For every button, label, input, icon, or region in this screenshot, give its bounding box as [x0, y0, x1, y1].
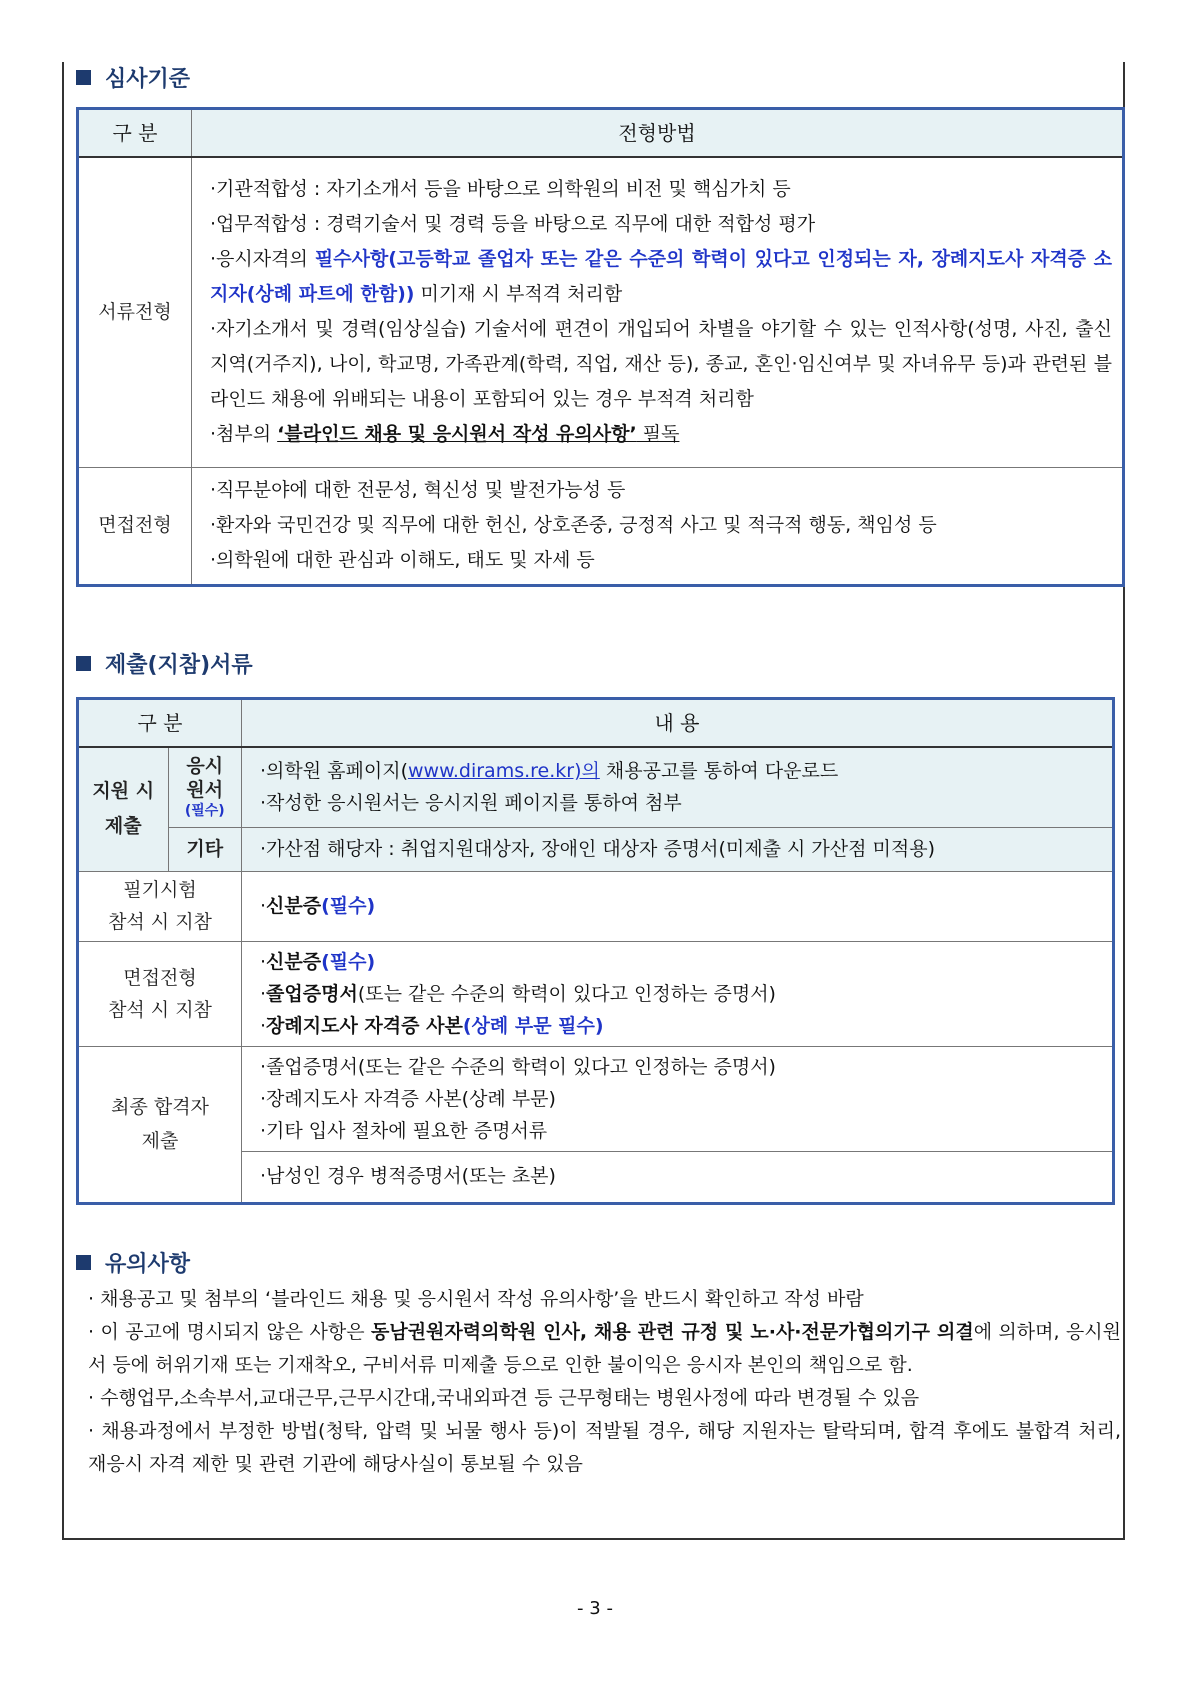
application-form-cell: [242, 747, 1114, 827]
homepage-link[interactable]: www.dirams.re.kr)의: [407, 760, 600, 783]
header-method: 전형방법: [192, 109, 1124, 158]
list-item: ·기타 입사 절차에 필요한 증명서류: [260, 1119, 548, 1142]
section-title-criteria: [76, 62, 190, 93]
note-item: · 수행업무,소속부서,교대근무,근무시간대,국내외파견 등 근무형태는 병원사정에 따라 변경될 수 있음: [88, 1387, 920, 1409]
list-item: ·가산점 해당자 : 취업지원대상자, 장애인 대상자 증명서(미제출 시 가산점 미적용): [260, 837, 935, 860]
section-title-text: 심사기준: [105, 67, 191, 92]
square-bullet-icon: [76, 1255, 91, 1270]
list-item: ·작성한 응시원서는 응시지원 페이지를 통하여 첨부: [260, 792, 682, 815]
final-submit-extra-cell: [242, 1151, 1114, 1203]
application-form-label: 응시 원서 (필수): [168, 747, 241, 827]
interview-screening-cell: [192, 467, 1124, 585]
document-screening-cell: [192, 157, 1124, 467]
written-exam-cell: [242, 871, 1114, 941]
header-category: 구 분: [78, 699, 242, 748]
section-title-text: 유의사항: [105, 1252, 191, 1277]
final-submit-label: 최종 합격자 제출: [78, 1046, 242, 1203]
list-item: ·환자와 국민건강 및 직무에 대한 헌신, 상호존중, 긍정적 사고 및 적극적 행동, 책임성 등: [210, 514, 937, 536]
square-bullet-icon: [76, 656, 91, 671]
note-item: · 채용공고 및 첨부의 ‘블라인드 채용 및 응시원서 작성 유의사항’을 반드시 확인하고 작성 바람: [88, 1288, 864, 1310]
list-item: ·졸업증명서(또는 같은 수준의 학력이 있다고 인정하는 증명서): [260, 982, 776, 1005]
criteria-table: [76, 107, 1125, 587]
list-item: ·기관적합성 : 자기소개서 등을 바탕으로 의학원의 비전 및 핵심가치 등: [210, 178, 791, 201]
other-cell: [242, 827, 1114, 871]
interview-bring-label: 면접전형 참석 시 지참: [78, 941, 242, 1046]
section-title-text: 제출(지참)서류: [105, 653, 253, 678]
documents-table: [76, 697, 1115, 1205]
apply-submit-label: 지원 시 제출: [78, 747, 169, 871]
list-item: ·장례지도사 자격증 사본(상례 부문 필수): [260, 1014, 604, 1037]
list-item: ·의학원에 대한 관심과 이해도, 태도 및 자세 등: [210, 549, 595, 571]
page-number: - 3 -: [577, 1598, 613, 1619]
section-title-documents: [76, 648, 253, 679]
list-item: ·신분증(필수): [260, 950, 376, 973]
header-category: 구 분: [78, 109, 192, 158]
header-content: 내 용: [242, 699, 1114, 748]
square-bullet-icon: [76, 70, 91, 85]
row-category-document: 서류전형: [78, 157, 192, 467]
list-item: ·신분증(필수): [260, 894, 376, 917]
notes-list: [88, 1283, 1121, 1481]
list-item: ·자기소개서 및 경력(임상실습) 기술서에 편견이 개입되어 차별을 야기할 수 있는 인적사항(성명, 사진, 출신지역(거주지), 나이, 학교명, 가족관계(학력, 직업, 재산 등), 종교, 혼인·임신여부 및 자녀유무 등)과 관련된 블라인드 채용에 위배되는 내용이 포함되어 있는 경우 부적격 처리함: [210, 318, 1112, 411]
list-item: ·남성인 경우 병적증명서(또는 초본): [260, 1165, 556, 1187]
row-category-interview: 면접전형: [78, 467, 192, 585]
list-item: ·응시자격의 필수사항(고등학교 졸업자 또는 같은 수준의 학력이 있다고 인정되는 자, 장례지도사 자격증 소지자(상례 파트에 한함)) 미기재 시 부적격 처리함: [210, 248, 1112, 306]
list-item: ·직무분야에 대한 전문성, 혁신성 및 발전가능성 등: [210, 479, 626, 501]
interview-bring-cell: [242, 941, 1114, 1046]
list-item: ·졸업증명서(또는 같은 수준의 학력이 있다고 인정하는 증명서): [260, 1055, 776, 1078]
final-submit-cell: [242, 1046, 1114, 1151]
section-title-notes: [76, 1247, 190, 1278]
list-item: ·의학원 홈페이지(www.dirams.re.kr)의 채용공고를 통하여 다운로드: [260, 760, 839, 783]
other-label: 기타: [168, 827, 241, 871]
note-item: · 이 공고에 명시되지 않은 사항은 동남권원자력의학원 인사, 채용 관련 규정 및 노·사·전문가협의기구 의결에 의하며, 응시원서 등에 허위기재 또는 기재착오, 구비서류 미제출 등으로 인한 불이익은 응시자 본인의 책임으로 함.: [88, 1321, 1121, 1376]
list-item: ·장례지도사 자격증 사본(상례 부문): [260, 1087, 556, 1110]
note-item: · 채용과정에서 부정한 방법(청탁, 압력 및 뇌물 행사 등)이 적발될 경우, 해당 지원자는 탈락되며, 합격 후에도 불합격 처리, 재응시 자격 제한 및 관련 기관에 해당사실이 통보될 수 있음: [88, 1420, 1121, 1475]
list-item: ·첨부의 ‘블라인드 채용 및 응시원서 작성 유의사항’ 필독: [210, 423, 680, 446]
written-exam-label: 필기시험 참석 시 지참: [78, 871, 242, 941]
list-item: ·업무적합성 : 경력기술서 및 경력 등을 바탕으로 직무에 대한 적합성 평가: [210, 213, 816, 236]
